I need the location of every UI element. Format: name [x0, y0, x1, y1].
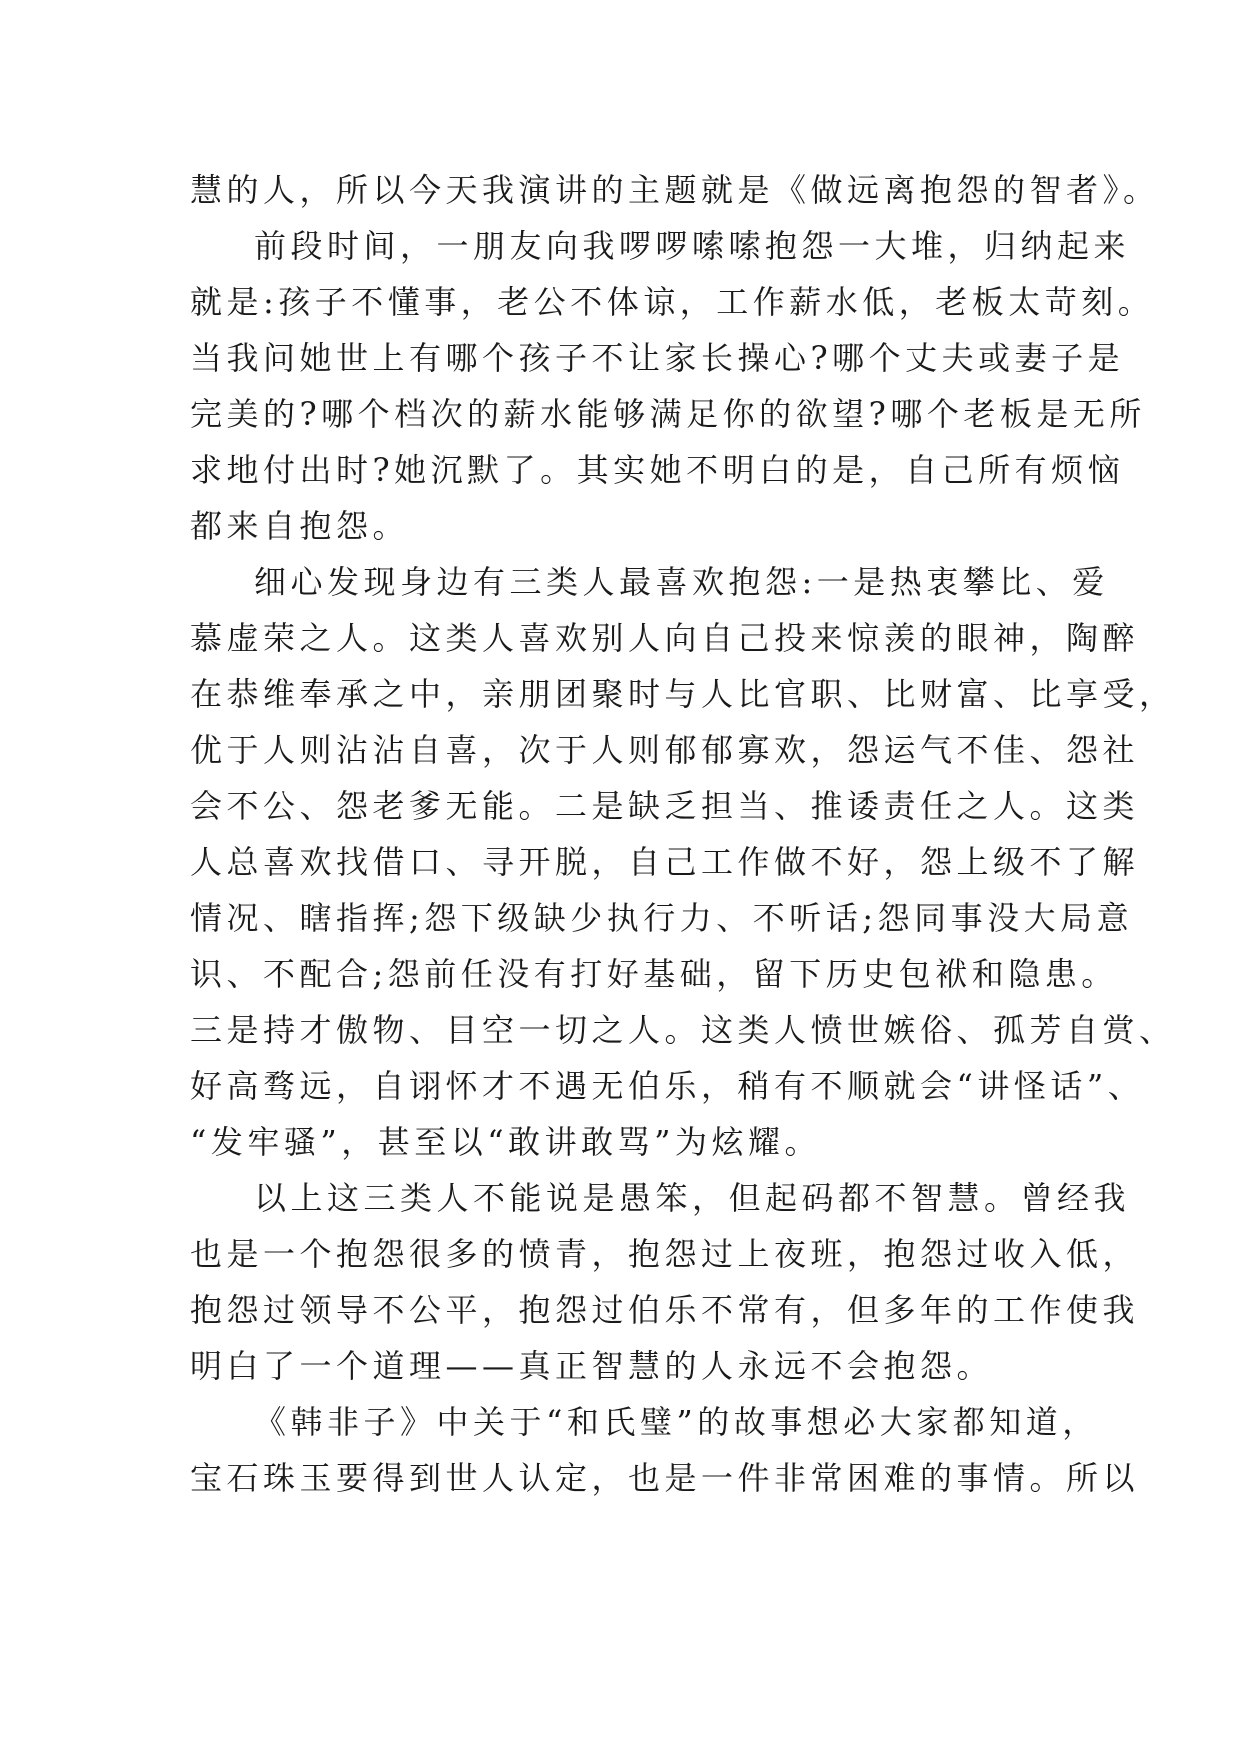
text-line: 三是持才傲物、目空一切之人。这类人愤世嫉俗、孤芳自赏、: [190, 1011, 1176, 1049]
text-line: 求地付出时?她沉默了。其实她不明白的是，自己所有烦恼: [190, 451, 1125, 489]
text-line: 识、不配合;怨前任没有打好基础，留下历史包袱和隐患。: [190, 955, 1118, 993]
text-line: 就是:孩子不懂事，老公不体谅，工作薪水低，老板太苛刻。: [190, 283, 1155, 321]
text-line: 《韩非子》中关于“和氏璧”的故事想必大家都知道，: [254, 1403, 1099, 1441]
text-line: 抱怨过领导不公平，抱怨过伯乐不常有，但多年的工作使我: [190, 1291, 1140, 1329]
text-line: 人总喜欢找借口、寻开脱，自己工作做不好，怨上级不了解: [190, 843, 1140, 881]
text-line: 完美的?哪个档次的薪水能够满足你的欲望?哪个老板是无所: [190, 395, 1146, 433]
text-line: 情况、瞎指挥;怨下级缺少执行力、不听话;怨同事没大局意: [190, 899, 1134, 937]
text-line: 前段时间，一朋友向我啰啰嗦嗦抱怨一大堆，归纳起来: [254, 227, 1131, 265]
text-line: “发牢骚”，甚至以“敢讲敢骂”为炫耀。: [190, 1123, 821, 1161]
text-line: 当我问她世上有哪个孩子不让家长操心?哪个丈夫或妻子是: [190, 339, 1125, 377]
text-line: 明白了一个道理——真正智慧的人永远不会抱怨。: [190, 1347, 994, 1385]
text-line: 以上这三类人不能说是愚笨，但起码都不智慧。曾经我: [254, 1179, 1131, 1217]
document-body: [190, 162, 1176, 1506]
text-line: 好高骛远，自诩怀才不遇无伯乐，稍有不顺就会“讲怪话”、: [190, 1067, 1145, 1105]
text-line: 慧的人，所以今天我演讲的主题就是《做远离抱怨的智者》。: [190, 171, 1160, 209]
text-line: 宝石珠玉要得到世人认定，也是一件非常困难的事情。所以: [190, 1459, 1140, 1497]
text-line: 慕虚荣之人。这类人喜欢别人向自己投来惊羡的眼神，陶醉: [190, 619, 1140, 657]
text-line: 都来自抱怨。: [190, 507, 410, 545]
text-line: 会不公、怨老爹无能。二是缺乏担当、推诿责任之人。这类: [190, 787, 1140, 825]
text-line: 也是一个抱怨很多的愤青，抱怨过上夜班，抱怨过收入低，: [190, 1235, 1140, 1273]
text-line: 优于人则沾沾自喜，次于人则郁郁寡欢，怨运气不佳、怨社: [190, 731, 1140, 769]
text-line: 在恭维奉承之中，亲朋团聚时与人比官职、比财富、比享受，: [190, 675, 1176, 713]
text-line: 细心发现身边有三类人最喜欢抱怨:一是热衷攀比、爱: [254, 563, 1109, 601]
